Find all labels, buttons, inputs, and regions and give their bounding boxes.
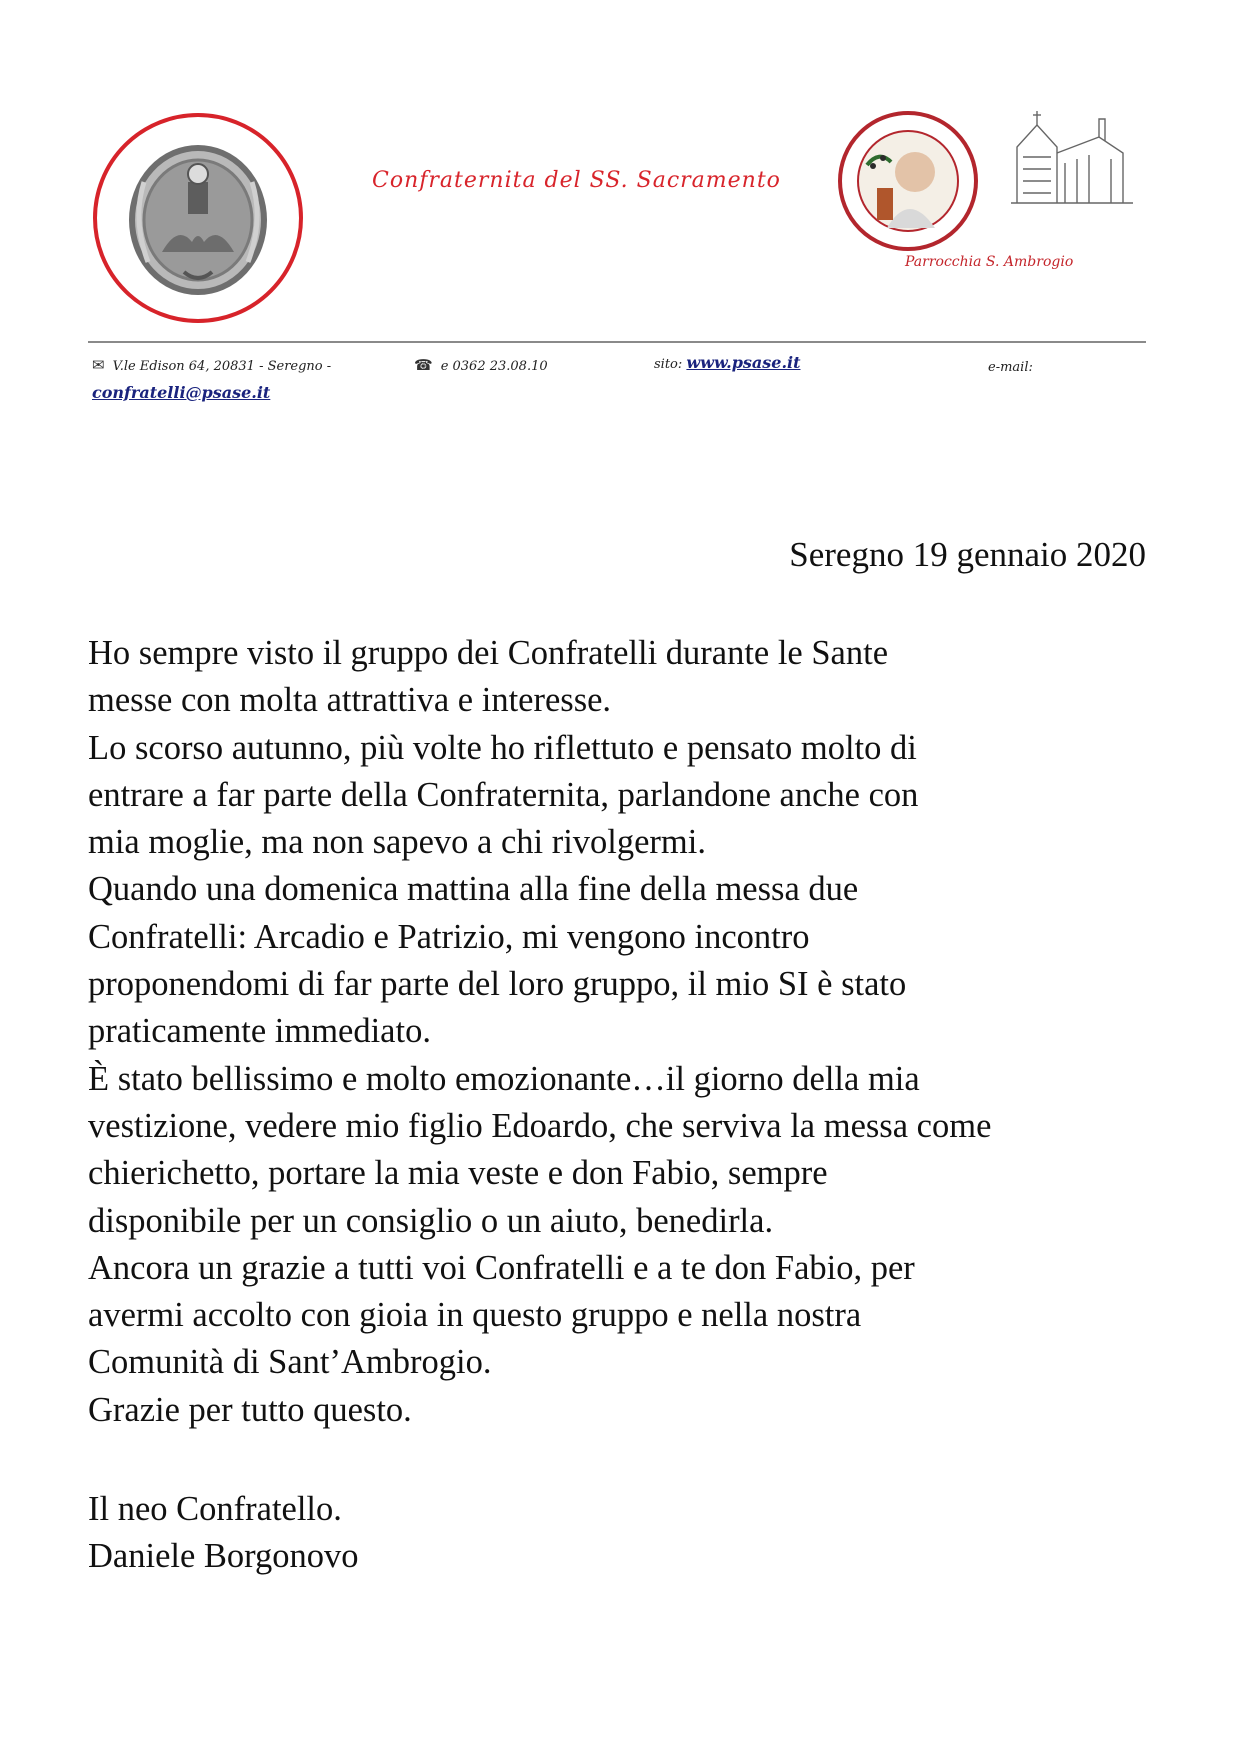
church-sketch-logo (1003, 107, 1143, 207)
address-line (92, 356, 331, 374)
address-text: V.le Edison 64, 20831 - Seregno - (112, 359, 332, 374)
letter-line: messe con molta attrattiva e interesse. (88, 681, 612, 720)
organization-title: Confraternita del SS. Sacramento (372, 168, 781, 193)
letter-line: Grazie per tutto questo. (88, 1390, 412, 1429)
letter-line: Comunità di Sant’Ambrogio. (88, 1343, 492, 1382)
letter-line: proponendomi di far parte del loro gruppo, il mio SI è stato (88, 965, 907, 1004)
letter-line: Ancora un grazie a tutti voi Confratelli e a te don Fabio, per (88, 1248, 915, 1287)
letter-line: Lo scorso autunno, più volte ho riflettuto e pensato molto di (88, 728, 917, 767)
letter-line: È stato bellissimo e molto emozionante…il giorno della mia (88, 1059, 920, 1098)
confraternita-seal-logo (92, 112, 304, 324)
letter-date: Seregno 19 gennaio 2020 (789, 535, 1146, 574)
email-line (92, 383, 270, 402)
letter-line: mia moglie, ma non sapevo a chi rivolgermi. (88, 823, 706, 862)
header-divider (88, 341, 1146, 343)
letter-icon: ✉ (92, 356, 105, 374)
email-label: e-mail: (988, 360, 1033, 375)
pastoral-community-seal-logo (837, 110, 979, 252)
letter-line: Ho sempre visto il gruppo dei Confratelli durante le Sante (88, 634, 889, 672)
email-link[interactable]: confratelli@psase.it (92, 383, 271, 402)
letter-closing (88, 1486, 359, 1581)
letter-body (88, 630, 1168, 1434)
letter-line: vestizione, vedere mio figlio Edoardo, che serviva la messa come (88, 1106, 992, 1145)
letter-line: Confratelli: Arcadio e Patrizio, mi vengono incontro (88, 917, 810, 956)
phone-line (414, 356, 548, 374)
parish-name: Parrocchia S. Ambrogio (905, 254, 1074, 270)
website-link[interactable]: www.psase.it (686, 353, 801, 372)
letter-line: disponibile per un consiglio o un aiuto, benedirla. (88, 1201, 774, 1240)
site-label: sito: (654, 357, 683, 372)
letter-line: entrare a far parte della Confraternita, parlandone anche con (88, 775, 919, 814)
phone-fax-icon: ☎ (414, 356, 433, 374)
letter-line: chierichetto, portare la mia veste e don Fabio, sempre (88, 1154, 828, 1193)
phone-text: e 0362 23.08.10 (440, 359, 548, 374)
letter-line: Quando una domenica mattina alla fine della messa due (88, 870, 859, 909)
website-line (654, 353, 800, 372)
letter-line: praticamente immediato. (88, 1012, 431, 1051)
letter-line: avermi accolto con gioia in questo gruppo e nella nostra (88, 1296, 862, 1335)
closing-line: Il neo Confratello. (88, 1490, 342, 1528)
signature-name: Daniele Borgonovo (88, 1537, 359, 1576)
